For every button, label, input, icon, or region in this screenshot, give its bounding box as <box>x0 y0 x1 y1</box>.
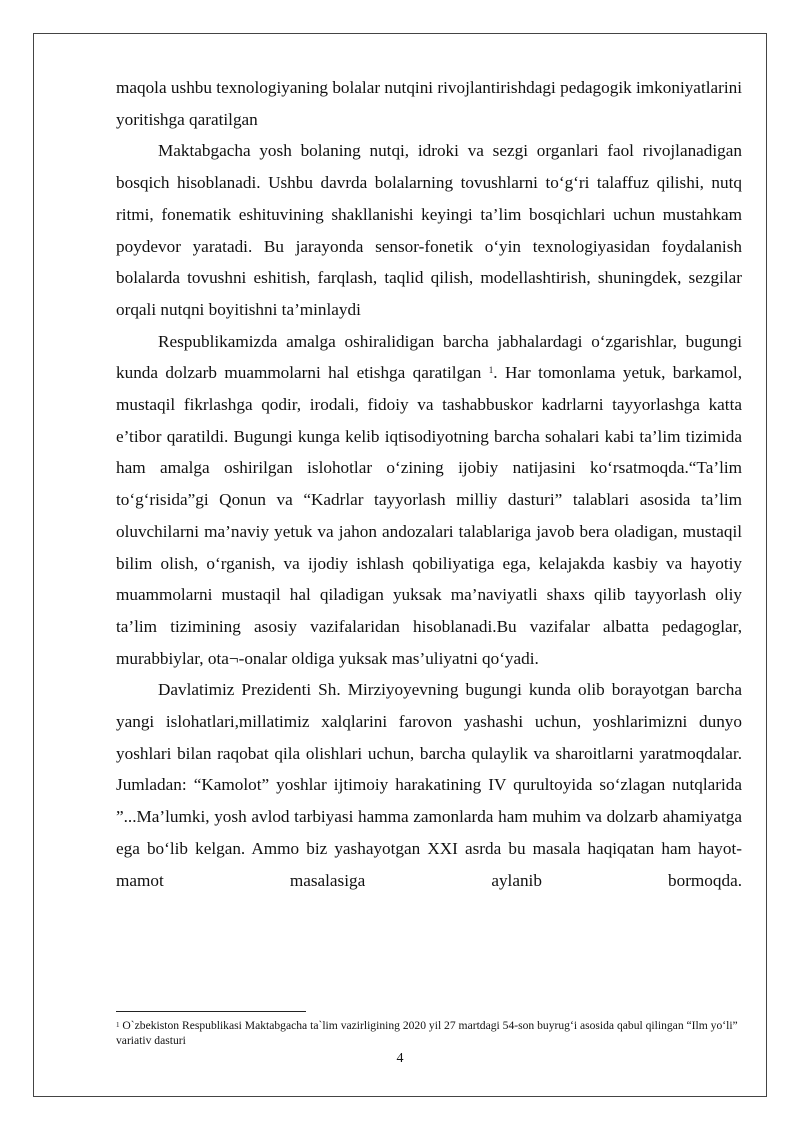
paragraph-continued: maqola ushbu texnologiyaning bolalar nutqini rivojlantirishdagi pedagogik imkoniyatlarini yoritishga qaratilgan <box>116 78 742 129</box>
footnote-reference[interactable]: 1 <box>488 365 494 376</box>
page-number: 4 <box>396 1051 404 1066</box>
footnote-marker: 1 <box>116 1021 120 1029</box>
paragraph-reforms-text-a: Respublikamizda amalga oshiralidigan barcha jabhalardagi o‘zgarishlar, bugungi kunda dolzarb muammolarni hal etishga qaratilgan <box>116 331 742 383</box>
paragraph-reforms <box>116 326 742 675</box>
footnote-area <box>116 1011 742 1048</box>
paragraph-president: Davlatimiz Prezidenti Sh. Mirziyoyevning bugungi kunda olib borayotgan barcha yangi islohatlari,millatimiz xalqlarini farovon yashashi uchun, yoshlarimizni dunyo yoshlari bilan raqobat qila olishlari uchun, barcha qulaylik va sharoitlarni yaratmoqdalar. Jumladan: “Kamolot” yoshlar ijtimoiy harakatining IV qurultoyida so‘zlagan nutqlarida ”...Ma’lumki, yosh avlod tarbiyasi hamma zamonlarda ham muhim va dolzarb ahamiyatga ega bo‘lib kelgan. Ammo biz yashayotgan XXI asrda bu masala haqiqatan ham hayot-mamot masalasiga aylanib bormoqda. <box>116 680 742 890</box>
paragraph-reforms-text-b: . Har tomonlama yetuk, barkamol, mustaqil fikrlashga qodir, irodali, fidoiy va tashabbuskor kadrlarni tayyorlashga katta e’tibor qaratildi. Bugungi kunga kelib iqtisodiyotning barcha sohalari kabi ta’lim tizimida ham amalga oshirilgan islohotlar o‘zining ijobiy natijasini ko‘rsatmoqda.“Ta’lim to‘g‘risida”gi Qonun va “Kadrlar tayyorlash milliy dasturi” talablari asosida ta’lim oluvchilarni ma’naviy yetuk va jahon andozalari talablariga javob bera oladigan, mustaqil bilim olish, o‘rganish, va ijodiy ishlash qobiliyatiga ega, kelajakda kasbiy va hayotiy muammolarni mustaqil hal qiladigan yuksak ma’naviyatli shaxs qilib tayyorlash oliy ta’lim tizimining asosiy vazifalaridan hisoblanadi.Bu vazifalar albatta pedagoglar, murabbiylar, ota¬-onalar oldiga yuksak mas’uliyatni qo‘yadi. <box>116 363 742 668</box>
paragraph-preschool-speech: Maktabgacha yosh bolaning nutqi, idroki va sezgi organlari faol rivojlanadigan bosqich hisoblanadi. Ushbu davrda bolalarning tovushlarni to‘g‘ri talaffuz qilishi, nutq ritmi, fonematik eshituvining shakllanishi keyingi ta’lim bosqichlari uchun mustahkam poydevor yaratadi. Bu jarayonda sensor-fonetik o‘yin texnologiyasidan foydalanish bolalarda tovushni eshitish, farqlash, taqlid qilish, modellashtirish, shuningdek, sezgilar orqali nutqni boyitishni ta’minlaydi <box>116 141 742 319</box>
footnote <box>116 1018 742 1048</box>
footnote-text: O`zbekiston Respublikasi Maktabgacha ta`lim vazirligining 2020 yil 27 martdagi 54-son buyrug‘i asosida qabul qilingan “Ilm yo‘li” variativ dasturi <box>116 1019 738 1047</box>
page-body <box>116 72 742 896</box>
footnote-separator <box>116 1011 306 1012</box>
